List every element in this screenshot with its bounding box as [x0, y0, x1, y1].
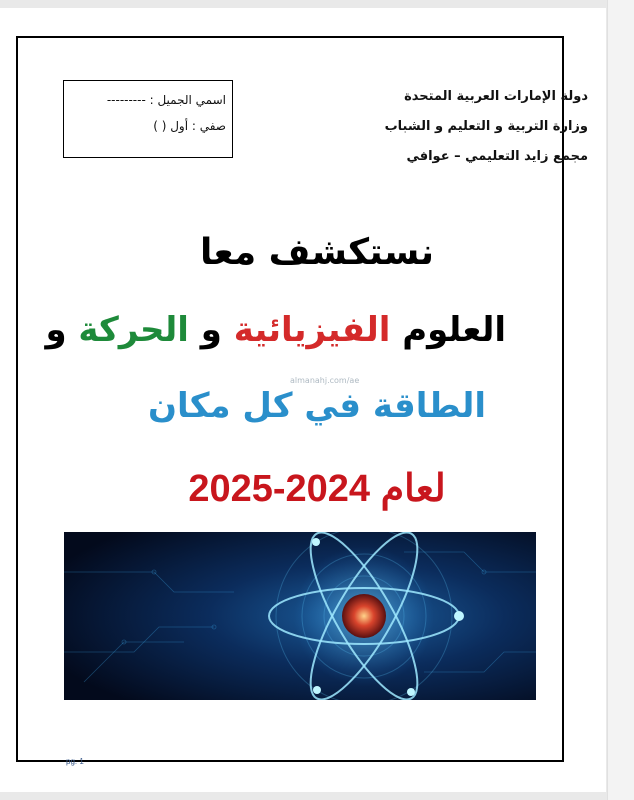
page-number: pg. 1	[66, 757, 84, 766]
atom-cover-image	[64, 532, 536, 700]
student-class-line: صفي : أول ( )	[153, 119, 226, 133]
watermark: almanahj.com/ae	[290, 376, 360, 385]
year-range: 2025-2024	[188, 468, 371, 510]
subtitle-part-physical: الفيزيائية	[233, 310, 391, 350]
student-info-box	[63, 80, 233, 158]
subtitle-part-and: و	[188, 310, 234, 350]
year-prefix: لعام	[380, 468, 446, 510]
subtitle-line	[45, 310, 506, 350]
country-line: دولة الإمارات العربية المتحدة	[404, 89, 588, 104]
subtitle-part-sciences: العلوم	[390, 310, 506, 350]
page-title: نستكشف معا	[200, 232, 434, 273]
academic-year	[0, 466, 634, 511]
energy-title: الطاقة في كل مكان	[147, 386, 487, 426]
ministry-line: وزارة التربية و التعليم و الشباب	[384, 119, 588, 134]
school-line: مجمع زايد التعليمي – عوافي	[406, 149, 588, 164]
subtitle-part-and-end: و	[45, 310, 79, 350]
student-name-line: اسمي الجميل : ---------	[106, 93, 226, 107]
school-header	[328, 82, 588, 172]
subtitle-part-motion: الحركة	[78, 310, 189, 350]
